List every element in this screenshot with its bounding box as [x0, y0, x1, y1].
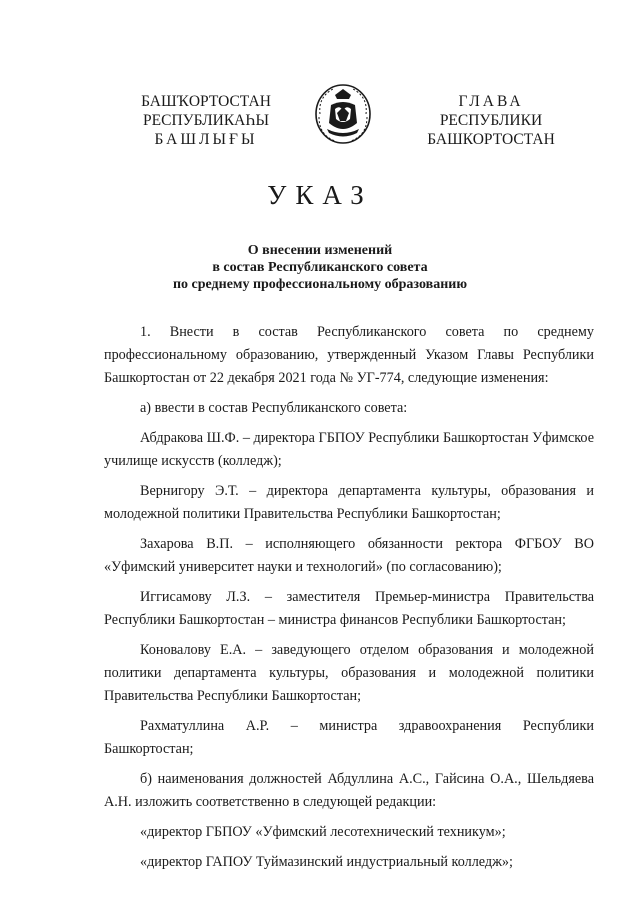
paragraph-subitem-a: а) ввести в состав Республиканского совета: — [140, 400, 408, 416]
header-right-line-2: РЕСПУБЛИКИ — [439, 112, 543, 129]
header-bashkir-title — [118, 92, 294, 149]
paragraph-subitem-b: б) наименования должностей Абдуллина А.С., Гайсина О.А., Шельдяева А.Н. изложить соответственно в следующей редакции: — [104, 771, 594, 810]
coat-of-arms-icon — [313, 83, 373, 145]
header-left-line-3: БАШЛЫҒЫ — [154, 131, 258, 148]
paragraph-zakharov: Захарова В.П. – исполняющего обязанности ректора ФГБОУ ВО «Уфимский университет науки и технологий» (по согласованию); — [104, 536, 594, 575]
paragraph-quote-2: «директор ГАПОУ Туймазинский индустриальный колледж»; — [140, 854, 513, 870]
document-header — [0, 0, 640, 160]
paragraph-iggisamova: Иггисамову Л.З. – заместителя Премьер-министра Правительства Республики Башкортостан – министра финансов Республики Башкортостан; — [104, 589, 594, 628]
header-russian-title — [402, 92, 580, 149]
decree-subject — [0, 242, 640, 293]
paragraph-abdrakov: Абдракова Ш.Ф. – директора ГБПОУ Республики Башкортостан Уфимское училище искусств (колледж); — [104, 430, 594, 469]
subject-line-2: в состав Республиканского совета — [212, 260, 428, 275]
subject-line-3: по среднему профессиональному образованию — [172, 277, 468, 292]
subject-line-1: О внесении изменений — [247, 243, 393, 258]
paragraph-vernigora: Вернигору Э.Т. – директора департамента культуры, образования и молодежной политики Правительства Республики Башкортостан; — [104, 483, 594, 522]
paragraph-item-1: 1. Внести в состав Республиканского совета по среднему профессиональному образованию, утвержденный Указом Главы Республики Башкортостан от 22 декабря 2021 года № УГ-774, следующие изменения: — [104, 324, 594, 386]
header-left-line-1: БАШҠОРТОСТАН — [141, 93, 271, 110]
header-right-line-1: ГЛАВА — [458, 93, 524, 110]
header-right-line-3: БАШКОРТОСТАН — [427, 131, 555, 148]
document-title: УКАЗ — [267, 180, 373, 210]
paragraph-rakhmatullin: Рахматуллина А.Р. – министра здравоохранения Республики Башкортостан; — [104, 718, 594, 757]
header-left-line-2: РЕСПУБЛИКАҺЫ — [143, 112, 269, 129]
decree-body — [104, 321, 594, 881]
paragraph-konovalova: Коновалову Е.А. – заведующего отделом образования и молодежной политики департамента культуры, образования и молодежной политики Правительства Республики Башкортостан; — [104, 642, 594, 704]
paragraph-quote-1: «директор ГБПОУ «Уфимский лесотехнический техникум»; — [140, 824, 506, 840]
